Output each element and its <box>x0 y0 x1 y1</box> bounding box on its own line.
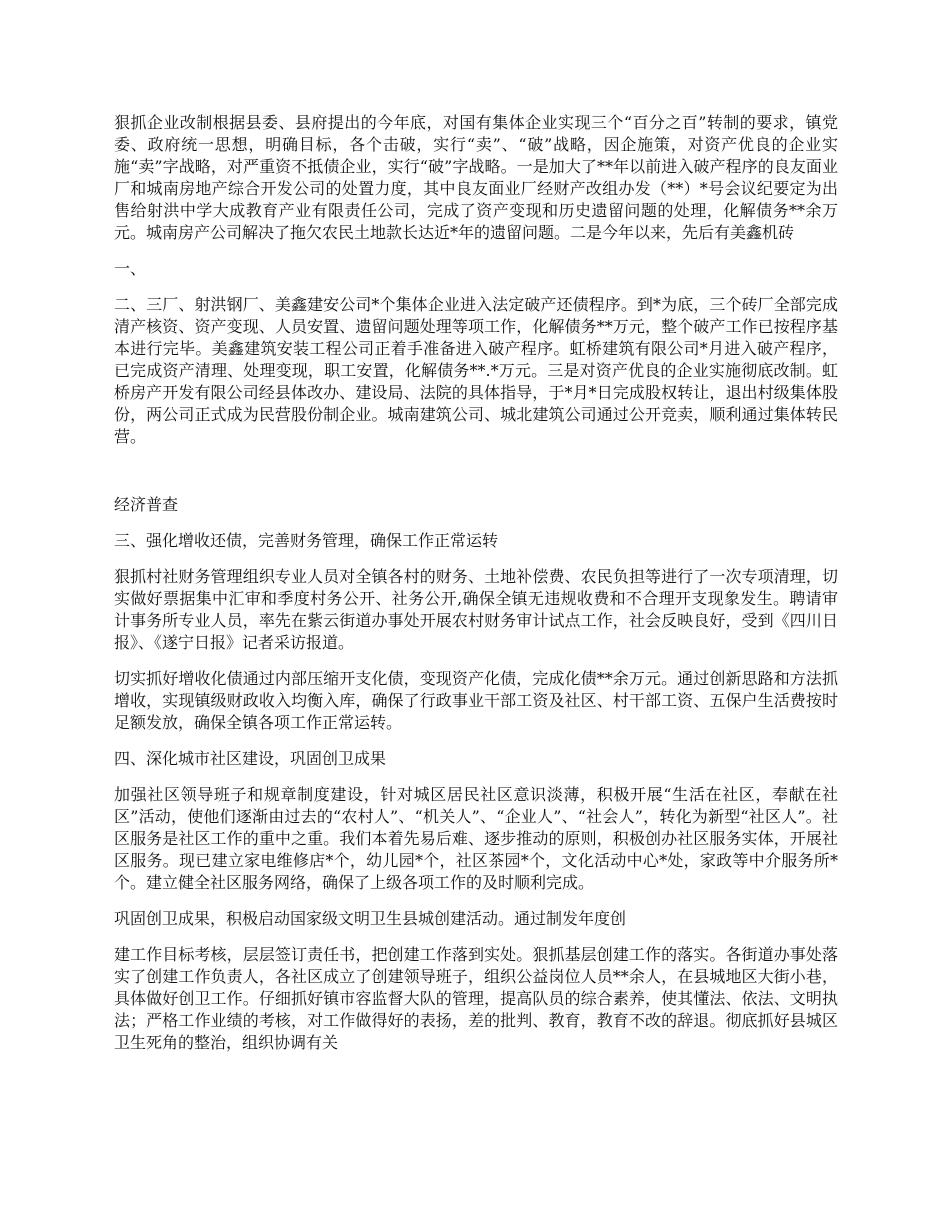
document-body <box>114 112 838 1068</box>
paragraph-village-finance: 狠抓村社财务管理组织专业人员对全镇各村的财务、土地补偿费、农民负担等进行了一次专项清理，切实做好票据集中汇审和季度村务公开、社务公开,确保全镇无违规收费和不合理开支现象发生。聘请审计事务所专业人员，率先在紫云街道办事处开展农村财务审计试点工作，社会反映良好，受到《四川日报》、《遂宁日报》记者采访报道。 <box>114 567 838 652</box>
section-heading-four: 四、深化城市社区建设，巩固创卫成果 <box>114 749 387 768</box>
paragraph-enterprise-reform: 狠抓企业改制根据县委、县府提出的今年底，对国有集体企业实现三个“百分之百”转制的要求，镇党委、政府统一思想，明确目标，各个击破，实行“卖”、“破”战略，因企施策，对资产优良的企业实施“卖”字战略，对严重资不抵债企业，实行“破”字战略。一是加大了**年以前进入破产程序的良友面业厂和城南房地产综合开发公司的处置力度，其中良友面业厂经财产改组办发（**）*号会议纪要定为出售给射洪中学大成教育产业有限责任公司，完成了资产变现和历史遗留问题的处理，化解债务**余万元。城南房产公司解决了拖欠农民土地款长达近*年的遗留问题。二是今年以来，先后有美鑫机砖 <box>114 113 838 242</box>
paragraph-bankruptcy-progress: 二、三厂、射洪钢厂、美鑫建安公司*个集体企业进入法定破产还债程序。到*为底，三个砖厂全部完成清产核资、资产变现、人员安置、遗留问题处理等项工作，化解债务**万元，整个破产工作已按程序基本进行完毕。美鑫建筑安装工程公司正着手准备进入破产程序。虹桥建筑有限公司*月进入破产程序，已完成资产清理、处理变现，职工安置，化解债务**.*万元。三是对资产优良的企业实施彻底改制。虹桥房产开发有限公司经县体改办、建设局、法院的具体指导，于*月*日完成股权转让，退出村级集体股份，两公司正式成为民营股份制企业。城南建筑公司、城北建筑公司通过公开竞卖，顺利通过集体转民营。 <box>114 295 838 446</box>
paragraph-sanitation-work: 建工作目标考核，层层签订责任书，把创建工作落到实处。狠抓基层创建工作的落实。各街道办事处落实了创建工作负责人，各社区成立了创建领导班子，组织公益岗位人员**余人，在县城地区大街小巷，具体做好创卫工作。仔细抓好镇市容监督大队的管理，提高队员的综合素养，使其懂法、依法、文明执法；严格工作业绩的考核，对工作做得好的表扬，差的批判、教育，教育不改的辞退。彻底抓好县城区卫生死角的整治，组织协调有关 <box>114 945 838 1052</box>
paragraph-community-building: 加强社区领导班子和规章制度建设，针对城区居民社区意识淡薄，积极开展“生活在社区，奉献在社区”活动，使他们逐渐由过去的“农村人”、“机关人”、“企业人”、“社会人”，转化为新型“社区人”。社区服务是社区工作的重中之重。我们本着先易后难、逐步推动的原则，积极创办社区服务实体，开展社区服务。现已建立家电维修店*个，幼儿园*个，社区茶园*个，文化活动中心*处，家政等中介服务所*个。建立健全社区服务网络，确保了上级各项工作的及时顺利完成。 <box>114 785 838 892</box>
paragraph-sanitation-intro: 巩固创卫成果，积极启动国家级文明卫生县城创建活动。通过制发年度创 <box>114 909 627 928</box>
paragraph-heading-one: 一、 <box>114 259 147 278</box>
section-heading-three: 三、强化增收还债，完善财务管理，确保工作正常运转 <box>114 531 499 550</box>
paragraph-debt-reduction: 切实抓好增收化债通过内部压缩开支化债，变现资产化债，完成化债**余万元。通过创新思路和方法抓增收，实现镇级财政收入均衡入库，确保了行政事业干部工资及社区、村干部工资、五保户生活费按时足额发放，确保全镇各项工作正常运转。 <box>114 669 838 732</box>
paragraph-economic-census: 经济普查 <box>114 495 179 514</box>
